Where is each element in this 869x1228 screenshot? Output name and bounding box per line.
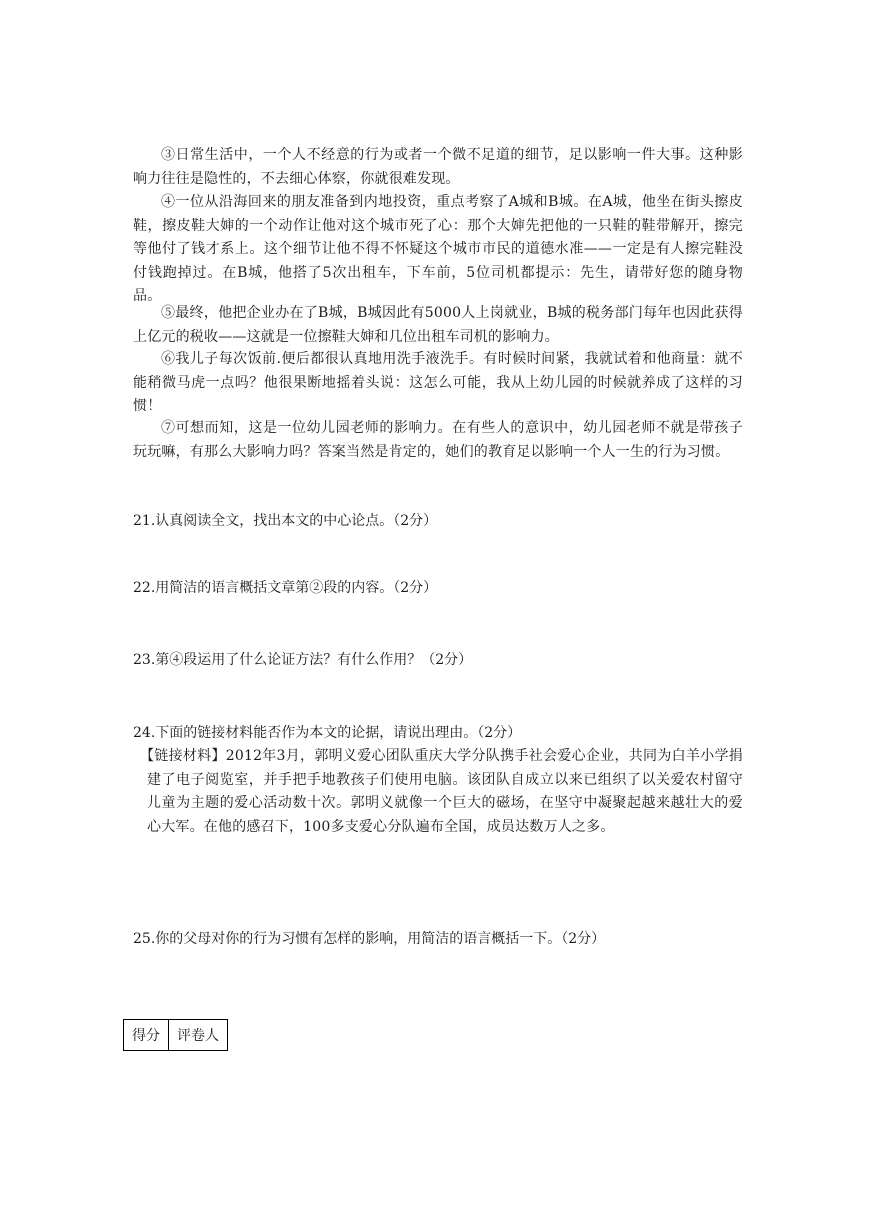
question-22: 22.用简洁的语言概括文章第②段的内容。（2分）: [133, 580, 438, 596]
paragraph-4: ④一位从沿海回来的朋友准备到内地投资，重点考察了A城和B城。在A城，他坐在街头擦皮鞋，擦皮鞋大婶的一个动作让他对这个城市死了心：那个大婶先把他的一只鞋的鞋带解开，擦完等他付了钱才系上。这个细节让他不得不怀疑这个城市市民的道德水准——一定是有人擦完鞋没付钱跑掉过。在B城，他搭了5次出租车，下车前，5位司机都提示：先生，请带好您的随身物品。: [133, 194, 744, 304]
linked-material: 【链接材料】2012年3月，郭明义爱心团队重庆大学分队携手社会爱心企业，共同为白羊小学捐建了电子阅览室，并手把手地教孩子们使用电脑。该团队自成立以来已组织了以关爱农村留守儿童为主题的爱心活动数十次。郭明义就像一个巨大的磁场，在坚守中凝聚起越来越壮大的爱心大军。在他的感召下，100多支爱心分队遍布全国，成员达数万人之多。: [140, 748, 743, 835]
paragraph-7: ⑦可想而知，这是一位幼儿园老师的影响力。在有些人的意识中，幼儿园老师不就是带孩子玩玩嘛，有那么大影响力吗？答案当然是肯定的，她们的教育足以影响一个人一生的行为习惯。: [133, 420, 743, 460]
question-25: 25.你的父母对你的行为习惯有怎样的影响，用简洁的语言概括一下。（2分）: [133, 931, 606, 947]
paragraph-5: ⑤最终，他把企业办在了B城，B城因此有5000人上岗就业，B城的税务部门每年也因此获得上亿元的税收——这就是一位擦鞋大婶和几位出租车司机的影响力。: [133, 305, 743, 345]
paragraph-6: ⑥我儿子每次饭前.便后都很认真地用洗手液洗手。有时候时间紧，我就试着和他商量：就不能稍微马虎一点吗？他很果断地摇着头说：这怎么可能，我从上幼儿园的时候就养成了这样的习惯！: [133, 351, 743, 414]
question-23: 23.第④段运用了什么论证方法？有什么作用？（2分）: [133, 652, 473, 668]
grader-cell: 评卷人: [169, 1020, 228, 1051]
score-cell: 得分: [124, 1020, 169, 1051]
question-24: 24.下面的链接材料能否作为本文的论据，请说出理由。（2分）: [133, 725, 522, 741]
score-table: [123, 1019, 228, 1051]
paragraph-3: ③日常生活中，一个人不经意的行为或者一个微不足道的细节，足以影响一件大事。这种影响力往往是隐性的，不去细心体察，你就很难发现。: [133, 147, 743, 187]
question-21: 21.认真阅读全文，找出本文的中心论点。（2分）: [133, 513, 438, 529]
